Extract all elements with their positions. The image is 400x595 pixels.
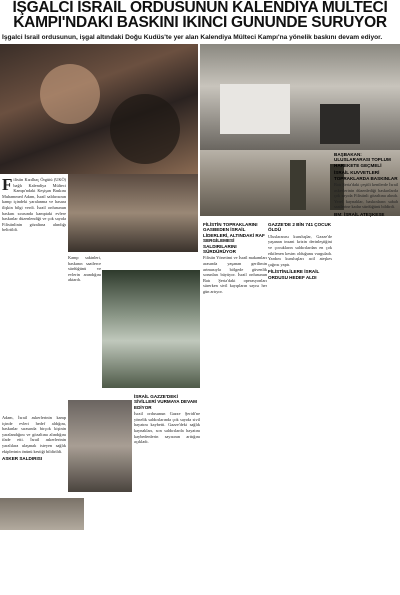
photo-wounded-child [0,44,198,174]
column-2 [68,255,101,395]
column-2b-subheading: İSRAİL GAZZE'DEKİ SİVİLLERİ VURMAYA DEVAM EDİYOR [134,394,197,410]
column-1b-subheading: ASKER SALDIRISI [2,456,43,462]
column-2-continued [134,392,200,592]
column-5 [334,150,398,594]
column-4b-subheading: FİLİSTİNLİLERE İSRAİL ORDUSU HEDEF ALDI [268,269,320,280]
column-5-text: Batı Şeria'daki çeşitli kentlerde İsrail askerlerinin düzenlediği baskınlarda çok sayıda Filistinli gözaltına alındı. Yerel kaynaklar, baskınların sabah saatlerine kadar sürdüğünü bildirdi. [334,182,398,210]
subheadline: İşgalci İsrail ordusunun, işgal altındaki Doğu Kudüs'te yer alan Kalendiya Mülteci Kampı'na yönelik baskını devam ediyor. [2,34,383,41]
column-1b-text: Adam, İsrail askerlerinin kamp içinde evleri hedef aldığını, baskınlar sırasında birçok kişinin yaralandığını ve gözaltına alındığını ifade etti. İsrail askerlerinin yaralılara ulaşmak isteyen sağlık ekiplerinin önünü kestiği bildirildi. [2,415,66,454]
column-1-continued [2,415,66,595]
drop-cap: F [2,177,13,194]
photo-person [68,400,132,492]
column-4-text: Uluslararası kuruluşlar, Gazze'de yaşanan insani krizin derinleştiğini ve çocukların saldırılardan en çok etkilenen kesim olduğunu vurguladı. Yardım kuruluşları acil ateşkes çağrısı yaptı. [268,233,332,267]
headline-line-2: KAMPI'NDAKİ BASKINI İKİNCİ GÜNÜNDE SÜRÜYOR [13,15,387,30]
column-3-text: Filistin Yönetimi ve İsrail makamları arasında yaşanan gerilimin artmasıyla bölgede güvenlik sorunları büyüyor. İsrail ordusunun Batı Şeria'daki operasyonları sürerken sivil kayıpların sayısı her gün artıyor. [203,255,267,294]
column-3-subheading: FİLİSTİN TOPRAKLARINI GASBEDEN İSRAİL LİDERLERİ, ALTINDAKİ RAF SERGİLEMESİ SALDIRILARINI SÜRDÜRÜYOR [203,222,265,255]
column-1-text: ilistin Kızılhaç Örgütü (UKÖ) bağlı Kalendiya Mülteci Kampı'ndaki Keşişan Baskını Muhammed Adam, İsrail saldırısının kamp içindeki yaralanma ve hasara ilişkin bilgi verdi. İsrail ordusunun baskını sırasında kamptaki evlere baskınlar düzenlendiği ve çok sayıda Filistinlinin gözaltına alındığı belirtildi. [2,177,66,233]
headline [0,0,400,34]
column-5c-subheading: BAŞBAKAN: ULUSLARARASI TOPLUM HAREKETE GEÇMELİ [334,152,391,168]
column-5b-subheading: BM: İSRAİL ATEŞKESE [334,212,385,217]
column-4-subheading: GAZZE'DE 2 BİN 741 ÇOCUK ÖLDÜ [268,222,332,233]
column-3 [203,220,267,594]
headline-line-1: İŞGALCİ İSRAİL ORDUSUNUN KALENDİYA MÜLTECİ [12,0,388,15]
photo-mourners [68,174,198,252]
column-2-text: Kamp sakinleri, baskının saatlerce sürdüğünü ve evlerin arandığını aktardı. [68,255,101,283]
column-5-subheading: İSRAİL KUVVETLERİ TOPRAKLARDA BASKINLAR [334,170,398,181]
photo-ambulance [200,44,400,150]
column-2b-text: İsrail ordusunun Gazze Şeridi'ne yönelik saldırılarında çok sayıda sivil hayatını kaybetti. Gazze'deki sağlık kaynakları, son saldırılarda hayatını kaybedenlerin sayısının arttığını açıkladı. [134,411,200,445]
photo-smoke [102,270,200,388]
column-4 [268,220,332,594]
